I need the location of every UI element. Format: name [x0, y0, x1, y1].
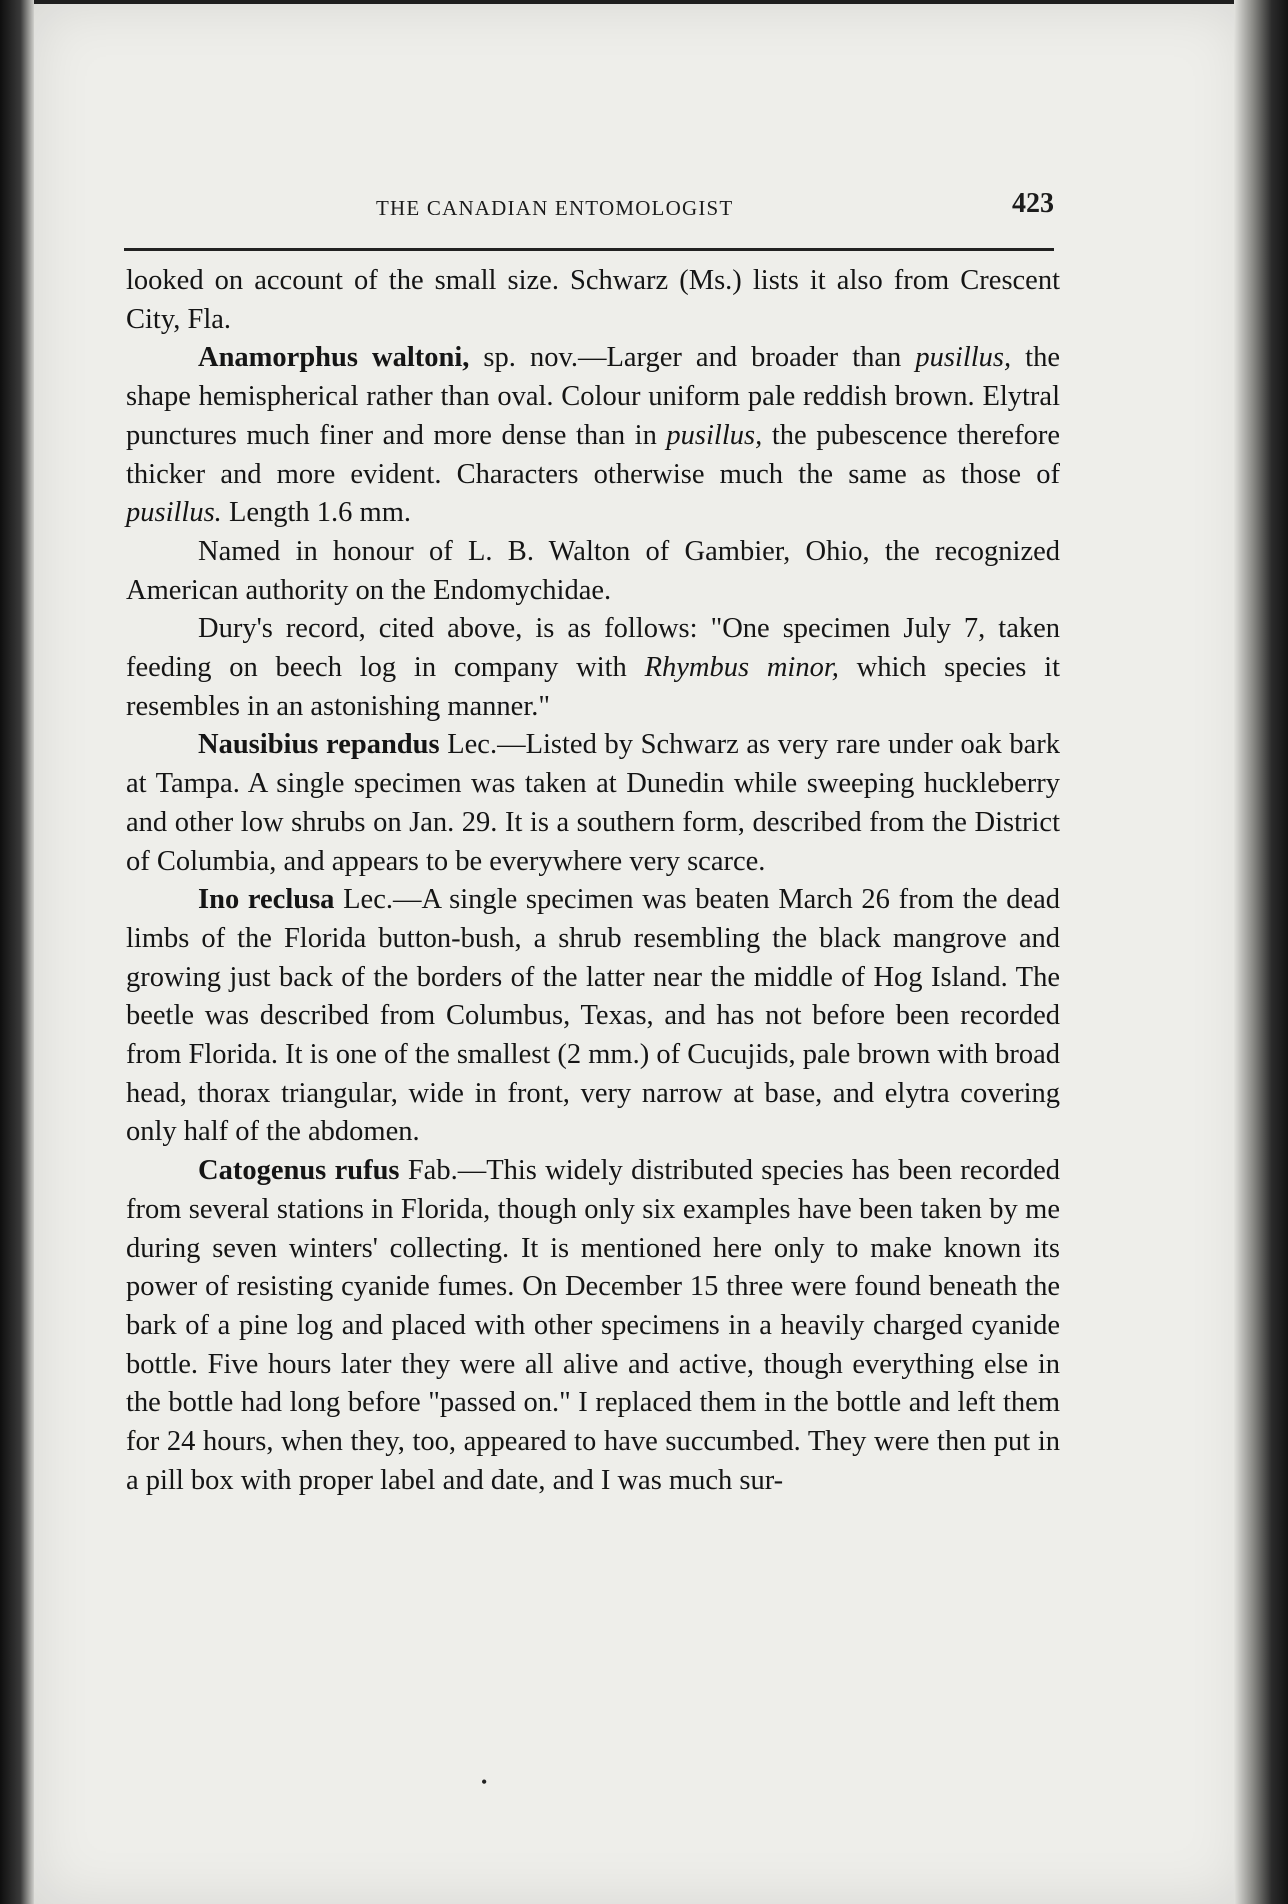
body-text — [126, 262, 1060, 1501]
page-edge-shadow — [1234, 0, 1288, 1904]
species-name: Nausibius repandus — [198, 729, 440, 761]
paragraph — [126, 339, 1060, 533]
paragraph — [126, 262, 1060, 339]
species-name: Ino reclusa — [198, 884, 335, 916]
text-run: Length 1.6 mm. — [221, 497, 412, 529]
species-name: Anamorphus waltoni, — [198, 342, 470, 374]
paragraph — [126, 881, 1060, 1152]
species-name: Catogenus rufus — [198, 1155, 400, 1187]
book-spine-shadow — [0, 0, 34, 1904]
text-run: looked on account of the small size. Schwarz (Ms.) lists it also from Crescent City, Fla. — [126, 265, 1060, 335]
running-head: THE CANADIAN ENTOMOLOGIST — [376, 196, 734, 220]
italic-term: Rhymbus minor, — [644, 652, 839, 684]
text-run: Lec.—A single specimen was beaten March 26 from the dead limbs of the Florida button-bush, a shrub resembling the black mangrove and growing just back of the borders of the latter near the middle of Hog Island. The beetle was described from Columbus, Texas, and has not before been recorded from Florida. It is one of the smallest (2 mm.) of Cucujids, pale brown with broad head, thorax triangular, wide in front, very narrow at base, and elytra covering only half of the abdomen. — [126, 884, 1061, 1148]
italic-term: pusillus, — [666, 419, 763, 451]
paragraph — [126, 726, 1060, 881]
page-number: 423 — [1012, 188, 1054, 219]
italic-term: pusillus. — [126, 497, 222, 529]
paragraph — [126, 533, 1060, 610]
header-rule — [124, 248, 1054, 251]
italic-term: pusillus, — [915, 342, 1012, 374]
text-run: Named in honour of L. B. Walton of Gambier, Ohio, the recognized American authority on the Endomychidae. — [126, 535, 1060, 606]
page-header — [126, 186, 1054, 226]
text-run: sp. nov.—Larger and broader than — [469, 342, 916, 374]
footer-dot: • — [481, 1772, 488, 1792]
text-run: the pubescence therefore thicker and more evident. Characters otherwise much the same as those of — [126, 419, 1060, 490]
text-run: Fab.—This widely distributed species has been recorded from several stations in Florida, though only six examples have been taken by me during seven winters' collecting. It is mentioned here only to make known its power of resisting cyanide fumes. On December 15 three were found beneath the bark of a pine log and placed with other specimens in a heavily charged cyanide bottle. Five hours later they were all alive and active, though everything else in the bottle had long before "passed on." I replaced them in the bottle and left them for 24 hours, when they, too, appeared to have succumbed. They were then put in a pill box with proper label and date, and I was much sur- — [126, 1155, 1060, 1496]
text-run: Lec.—Listed by Schwarz as very rare under oak bark at Tampa. A single specimen was taken at Dunedin while sweeping huckleberry and other low shrubs on Jan. 29. It is a southern form, described from the District of Columbia, and appears to be everywhere very scarce. — [126, 729, 1060, 877]
text-run: Dury's record, cited above, is as follows: "One specimen July 7, taken feeding on beech log in company with — [126, 613, 1060, 684]
paragraph — [126, 1152, 1060, 1500]
paragraph — [126, 610, 1060, 726]
text-run: which species it resembles in an astonishing manner." — [126, 652, 1060, 722]
text-run: the shape hemispherical rather than oval. Colour uniform pale reddish brown. Elytral punctures much finer and more dense than in — [126, 342, 1060, 451]
